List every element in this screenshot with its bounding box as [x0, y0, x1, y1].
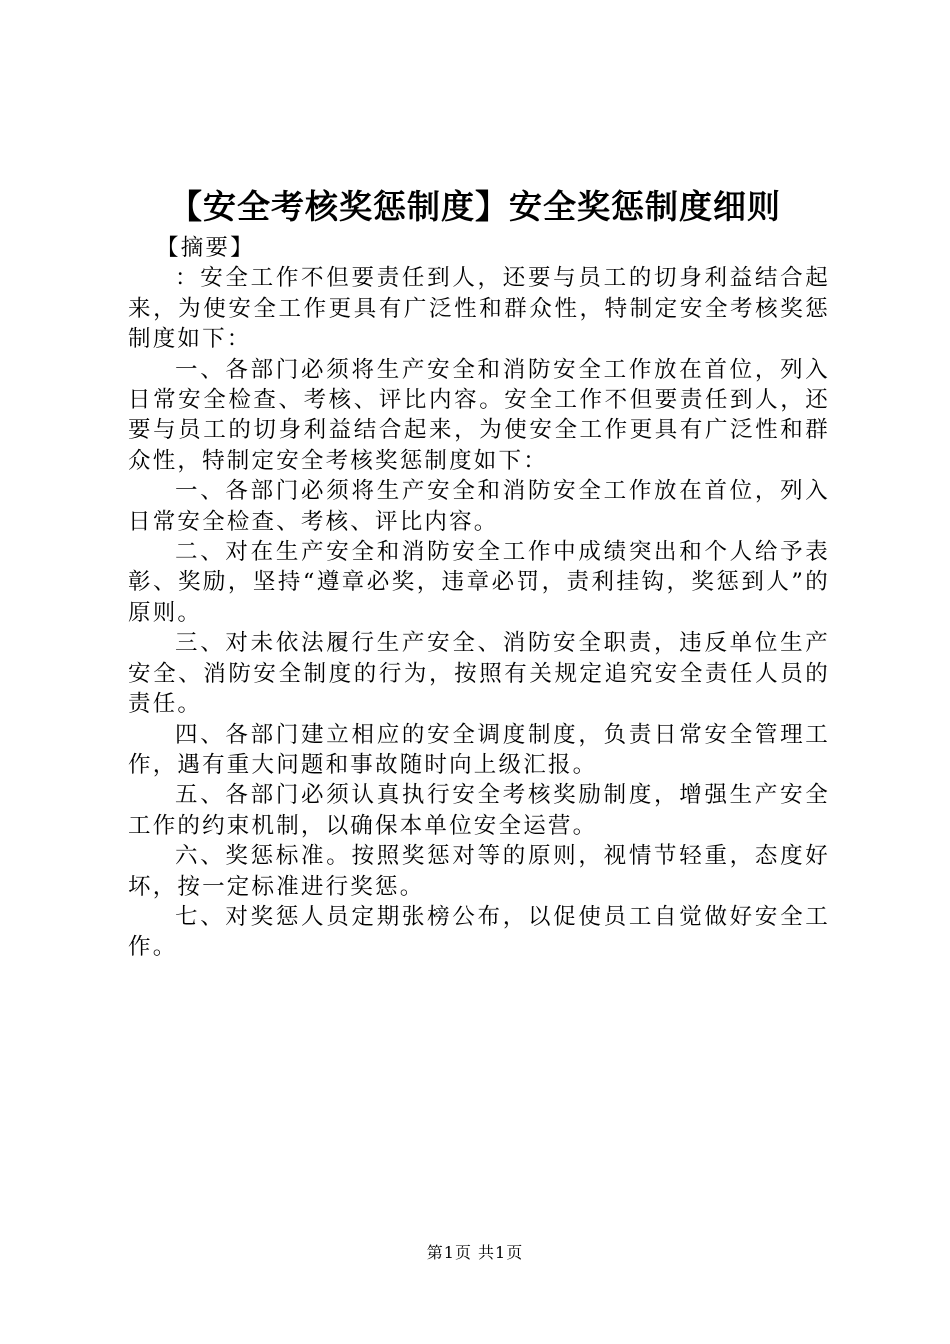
- document-body: [128, 233, 830, 963]
- paragraph-1-extended: 一、各部门必须将生产安全和消防安全工作放在首位，列入日常安全检查、考核、评比内容。安全工作不但要责任到人，还要与员工的切身利益结合起来，为使安全工作更具有广泛性和群众性，特制定安全考核奖惩制度如下：: [128, 356, 830, 474]
- page-footer: 第1页 共1页: [426, 1243, 524, 1262]
- paragraph-6: 六、奖惩标准。按照奖惩对等的原则，视情节轻重，态度好坏，按一定标准进行奖惩。: [128, 843, 830, 900]
- paragraph-intro: ：安全工作不但要责任到人，还要与员工的切身利益结合起来，为使安全工作更具有广泛性和群众性，特制定安全考核奖惩制度如下：: [128, 265, 830, 353]
- paragraph-5: 五、各部门必须认真执行安全考核奖励制度，增强生产安全工作的约束机制，以确保本单位安全运营。: [128, 782, 830, 839]
- paragraph-4: 四、各部门建立相应的安全调度制度，负责日常安全管理工作，遇有重大问题和事故随时向上级汇报。: [128, 721, 830, 778]
- document-title: 【安全考核奖惩制度】安全奖惩制度细则: [169, 187, 781, 226]
- abstract-label: 【摘要】: [156, 235, 255, 261]
- paragraph-3: 三、对未依法履行生产安全、消防安全职责，违反单位生产安全、消防安全制度的行为，按照有关规定追究安全责任人员的责任。: [128, 630, 830, 718]
- paragraph-1: 一、各部门必须将生产安全和消防安全工作放在首位，列入日常安全检查、考核、评比内容。: [128, 478, 830, 535]
- paragraph-2: 二、对在生产安全和消防安全工作中成绩突出和个人给予表彰、奖励，坚持“遵章必奖，违章必罚，责利挂钩，奖惩到人”的原则。: [128, 539, 830, 626]
- paragraph-7: 七、对奖惩人员定期张榜公布，以促使员工自觉做好安全工作。: [128, 903, 830, 961]
